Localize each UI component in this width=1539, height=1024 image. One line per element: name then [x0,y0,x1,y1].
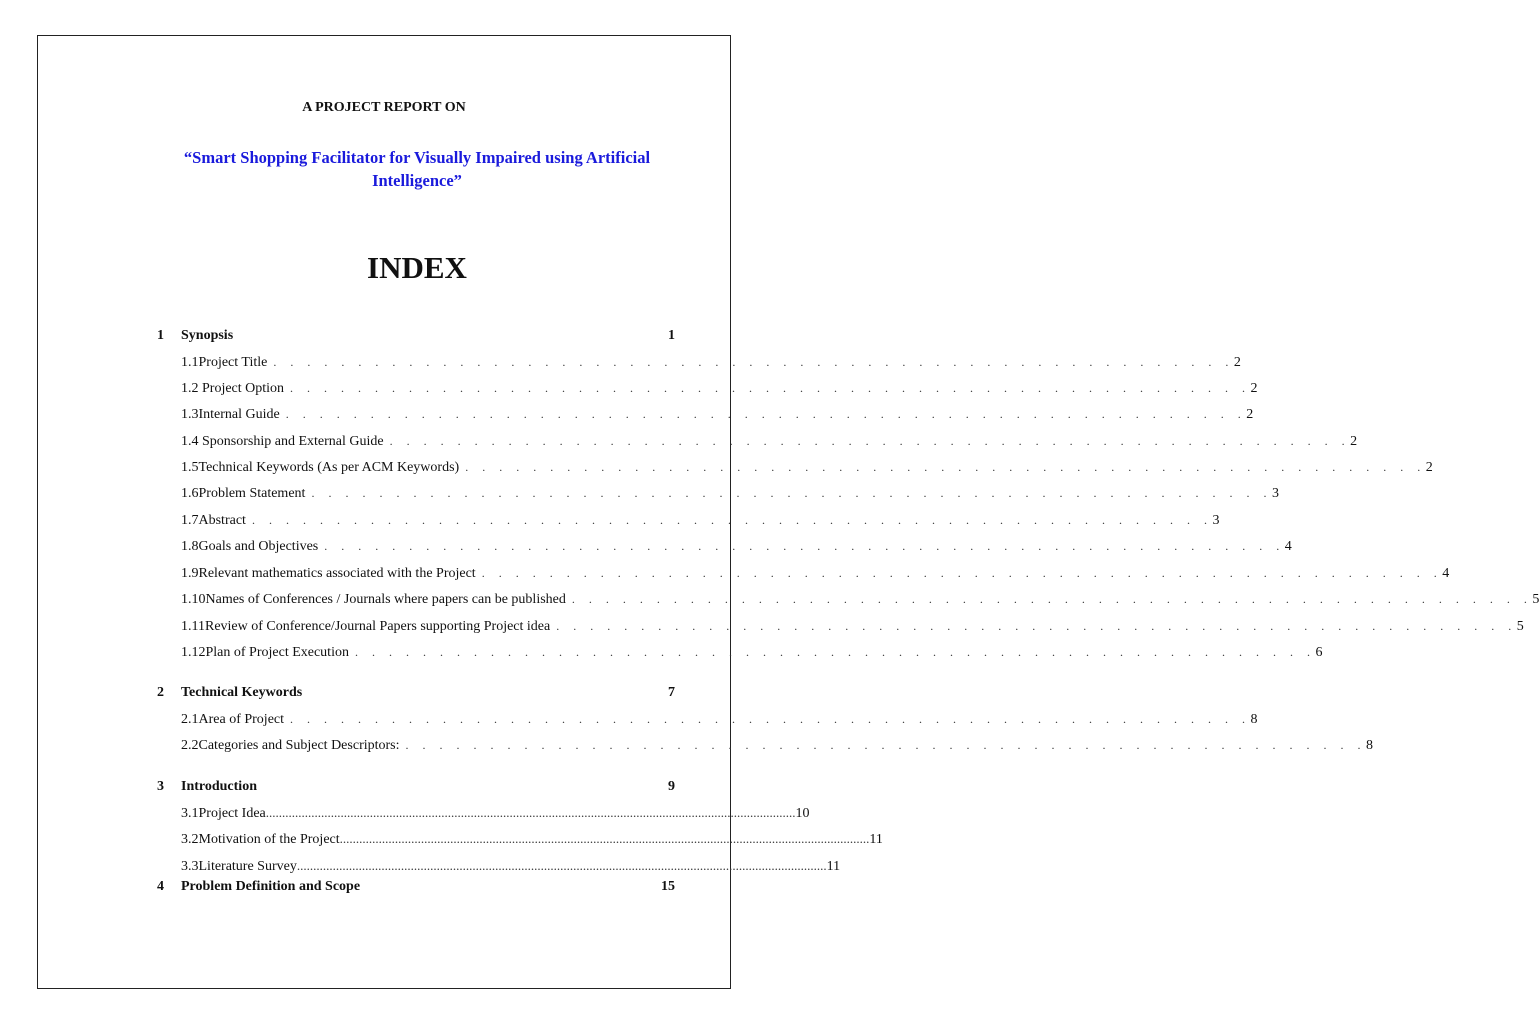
item-title: Problem Statement [198,486,306,501]
toc-item-1-11[interactable] [157,619,1524,639]
item-title: Motivation of the Project [198,832,340,847]
toc-item-3-2[interactable] [157,831,883,851]
item-title: Names of Conferences / Journals where papers can be published [205,592,566,607]
toc-item-1-4[interactable] [157,434,1358,454]
item-number: 1.12 [181,645,206,660]
item-page: 10 [795,806,810,821]
item-number: 1.4 [181,434,199,449]
item-title: Literature Survey [198,859,297,874]
item-page: 11 [826,859,841,874]
dot-leader: . . . . . . . . . . . . . . . . . . . . . . . . . . . . . . . . . . . . . . . . . . . . . . . . . . . . . . . . . [405,738,1367,752]
dot-leader: ................................................................................................................................................................... [339,831,870,846]
toc-item-2-1[interactable] [157,712,1258,732]
item-page: 4 [1284,539,1292,554]
toc-item-1-6[interactable] [157,486,1279,506]
item-number: 2.1 [181,712,199,727]
item-number: 1.6 [181,486,199,501]
item-number: 1.10 [181,592,206,607]
dot-leader: . . . . . . . . . . . . . . . . . . . . . . . . . . . . . . . . . . . . . . . . . . . . . . . . . . . . . . . . . [251,513,1213,527]
section-number: 2 [157,685,164,700]
dot-leader: . . . . . . . . . . . . . . . . . . . . . . . . . . . . . . . . . . . . . . . . . . . . . . . . . . . . . . . . . [465,460,1426,474]
item-title: Technical Keywords (As per ACM Keywords) [198,460,460,475]
item-number: 3.1 [181,806,199,821]
item-title: Sponsorship and External Guide [198,434,384,449]
report-header: A PROJECT REPORT ON [302,100,466,115]
toc-item-1-10[interactable] [157,592,1539,612]
dot-leader: ................................................................................................................................................................... [265,805,796,820]
item-page: 2 [1350,434,1358,449]
item-title: Plan of Project Execution [205,645,349,660]
item-page: 8 [1366,738,1374,753]
item-title: Project Idea [198,806,266,821]
item-title: Project Option [198,381,285,396]
item-page: 8 [1250,712,1258,727]
item-number: 1.3 [181,407,199,422]
item-page: 2 [1233,355,1241,370]
toc-item-1-3[interactable] [157,407,1254,427]
item-number: 2.2 [181,738,199,753]
item-number: 1.5 [181,460,199,475]
section-number: 1 [157,328,164,343]
toc-item-1-12[interactable] [157,645,1323,665]
item-number: 1.11 [181,619,205,634]
item-page: 2 [1250,381,1258,396]
section-number: 3 [157,779,164,794]
item-title: Internal Guide [198,407,280,422]
section-title: Synopsis [181,328,234,343]
project-title: “Smart Shopping Facilitator for Visually Impaired using Artificial Intelligence” [183,148,651,190]
section-page: 1 [668,328,675,343]
item-page: 11 [869,832,883,847]
item-title: Relevant mathematics associated with the Project [198,566,476,581]
section-title: Technical Keywords [181,685,303,700]
dot-leader: . . . . . . . . . . . . . . . . . . . . . . . . . . . . . . . . . . . . . . . . . . . . . . . . . . . . . . . . . [481,566,1443,580]
item-page: 2 [1246,407,1254,422]
toc-item-1-9[interactable] [157,566,1450,586]
toc-section-3[interactable] [157,779,675,799]
toc-item-1-7[interactable] [157,513,1220,533]
item-number: 1.2 [181,381,199,396]
item-number: 3.2 [181,832,199,847]
dot-leader: . . . . . . . . . . . . . . . . . . . . . . . . . . . . . . . . . . . . . . . . . . . . . . . . . . . . . . . . . [556,619,1517,633]
item-title: Categories and Subject Descriptors: [198,738,400,753]
item-title: Project Title [198,355,268,370]
toc-item-2-2[interactable] [157,738,1374,758]
item-number: 3.3 [181,859,199,874]
toc-item-3-1[interactable] [157,805,810,825]
dot-leader: . . . . . . . . . . . . . . . . . . . . . . . . . . . . . . . . . . . . . . . . . . . . . . . . . . . . . . . . . [311,486,1272,500]
item-title: Goals and Objectives [198,539,319,554]
dot-leader: . . . . . . . . . . . . . . . . . . . . . . . . . . . . . . . . . . . . . . . . . . . . . . . . . . . . . . . . . [389,434,1351,448]
section-title: Problem Definition and Scope [181,879,361,894]
item-number: 1.7 [181,513,199,528]
item-number: 1.1 [181,355,199,370]
toc-section-1[interactable] [157,328,675,348]
item-title: Review of Conference/Journal Papers supporting Project idea [204,619,551,634]
item-number: 1.9 [181,566,199,581]
toc-section-2[interactable] [157,685,675,705]
item-page: 5 [1516,619,1524,634]
section-number: 4 [157,879,164,894]
item-page: 5 [1532,592,1539,607]
dot-leader: . . . . . . . . . . . . . . . . . . . . . . . . . . . . . . . . . . . . . . . . . . . . . . . . . . . . . . . . . [290,381,1251,395]
toc-item-1-5[interactable] [157,460,1433,480]
dot-leader: . . . . . . . . . . . . . . . . . . . . . . . . . . . . . . . . . . . . . . . . . . . . . . . . . . . . . . . . . [290,712,1251,726]
dot-leader: . . . . . . . . . . . . . . . . . . . . . . . . . . . . . . . . . . . . . . . . . . . . . . . . . . . . . . . . . [571,592,1533,606]
section-title: Introduction [181,779,257,794]
item-number: 1.8 [181,539,199,554]
item-title: Abstract [198,513,246,528]
toc-item-1-8[interactable] [157,539,1292,559]
item-page: 6 [1315,645,1323,660]
section-page: 15 [661,879,675,894]
dot-leader: ................................................................................................................................................................... [296,858,827,873]
item-title: Area of Project [198,712,285,727]
dot-leader: . . . . . . . . . . . . . . . . . . . . . . . . . . . . . . . . . . . . . . . . . . . . . . . . . . . . . . . . . [273,355,1234,369]
item-page: 3 [1212,513,1220,528]
section-page: 9 [668,779,675,794]
toc-item-1-2[interactable] [157,381,1258,401]
item-page: 2 [1425,460,1433,475]
item-page: 4 [1442,566,1450,581]
dot-leader: . . . . . . . . . . . . . . . . . . . . . . . . . . . . . . . . . . . . . . . . . . . . . . . . . . . . . . . . . [285,407,1247,421]
toc-item-1-1[interactable] [157,355,1241,375]
dot-leader: . . . . . . . . . . . . . . . . . . . . . . . . . . . . . . . . . . . . . . . . . . . . . . . . . . . . . . . . . [354,645,1316,659]
section-page: 7 [668,685,675,700]
dot-leader: . . . . . . . . . . . . . . . . . . . . . . . . . . . . . . . . . . . . . . . . . . . . . . . . . . . . . . . . . [324,539,1285,553]
item-page: 3 [1271,486,1279,501]
index-heading: INDEX [367,250,467,285]
toc-section-4[interactable] [157,879,675,899]
toc-item-3-3[interactable] [157,858,841,878]
